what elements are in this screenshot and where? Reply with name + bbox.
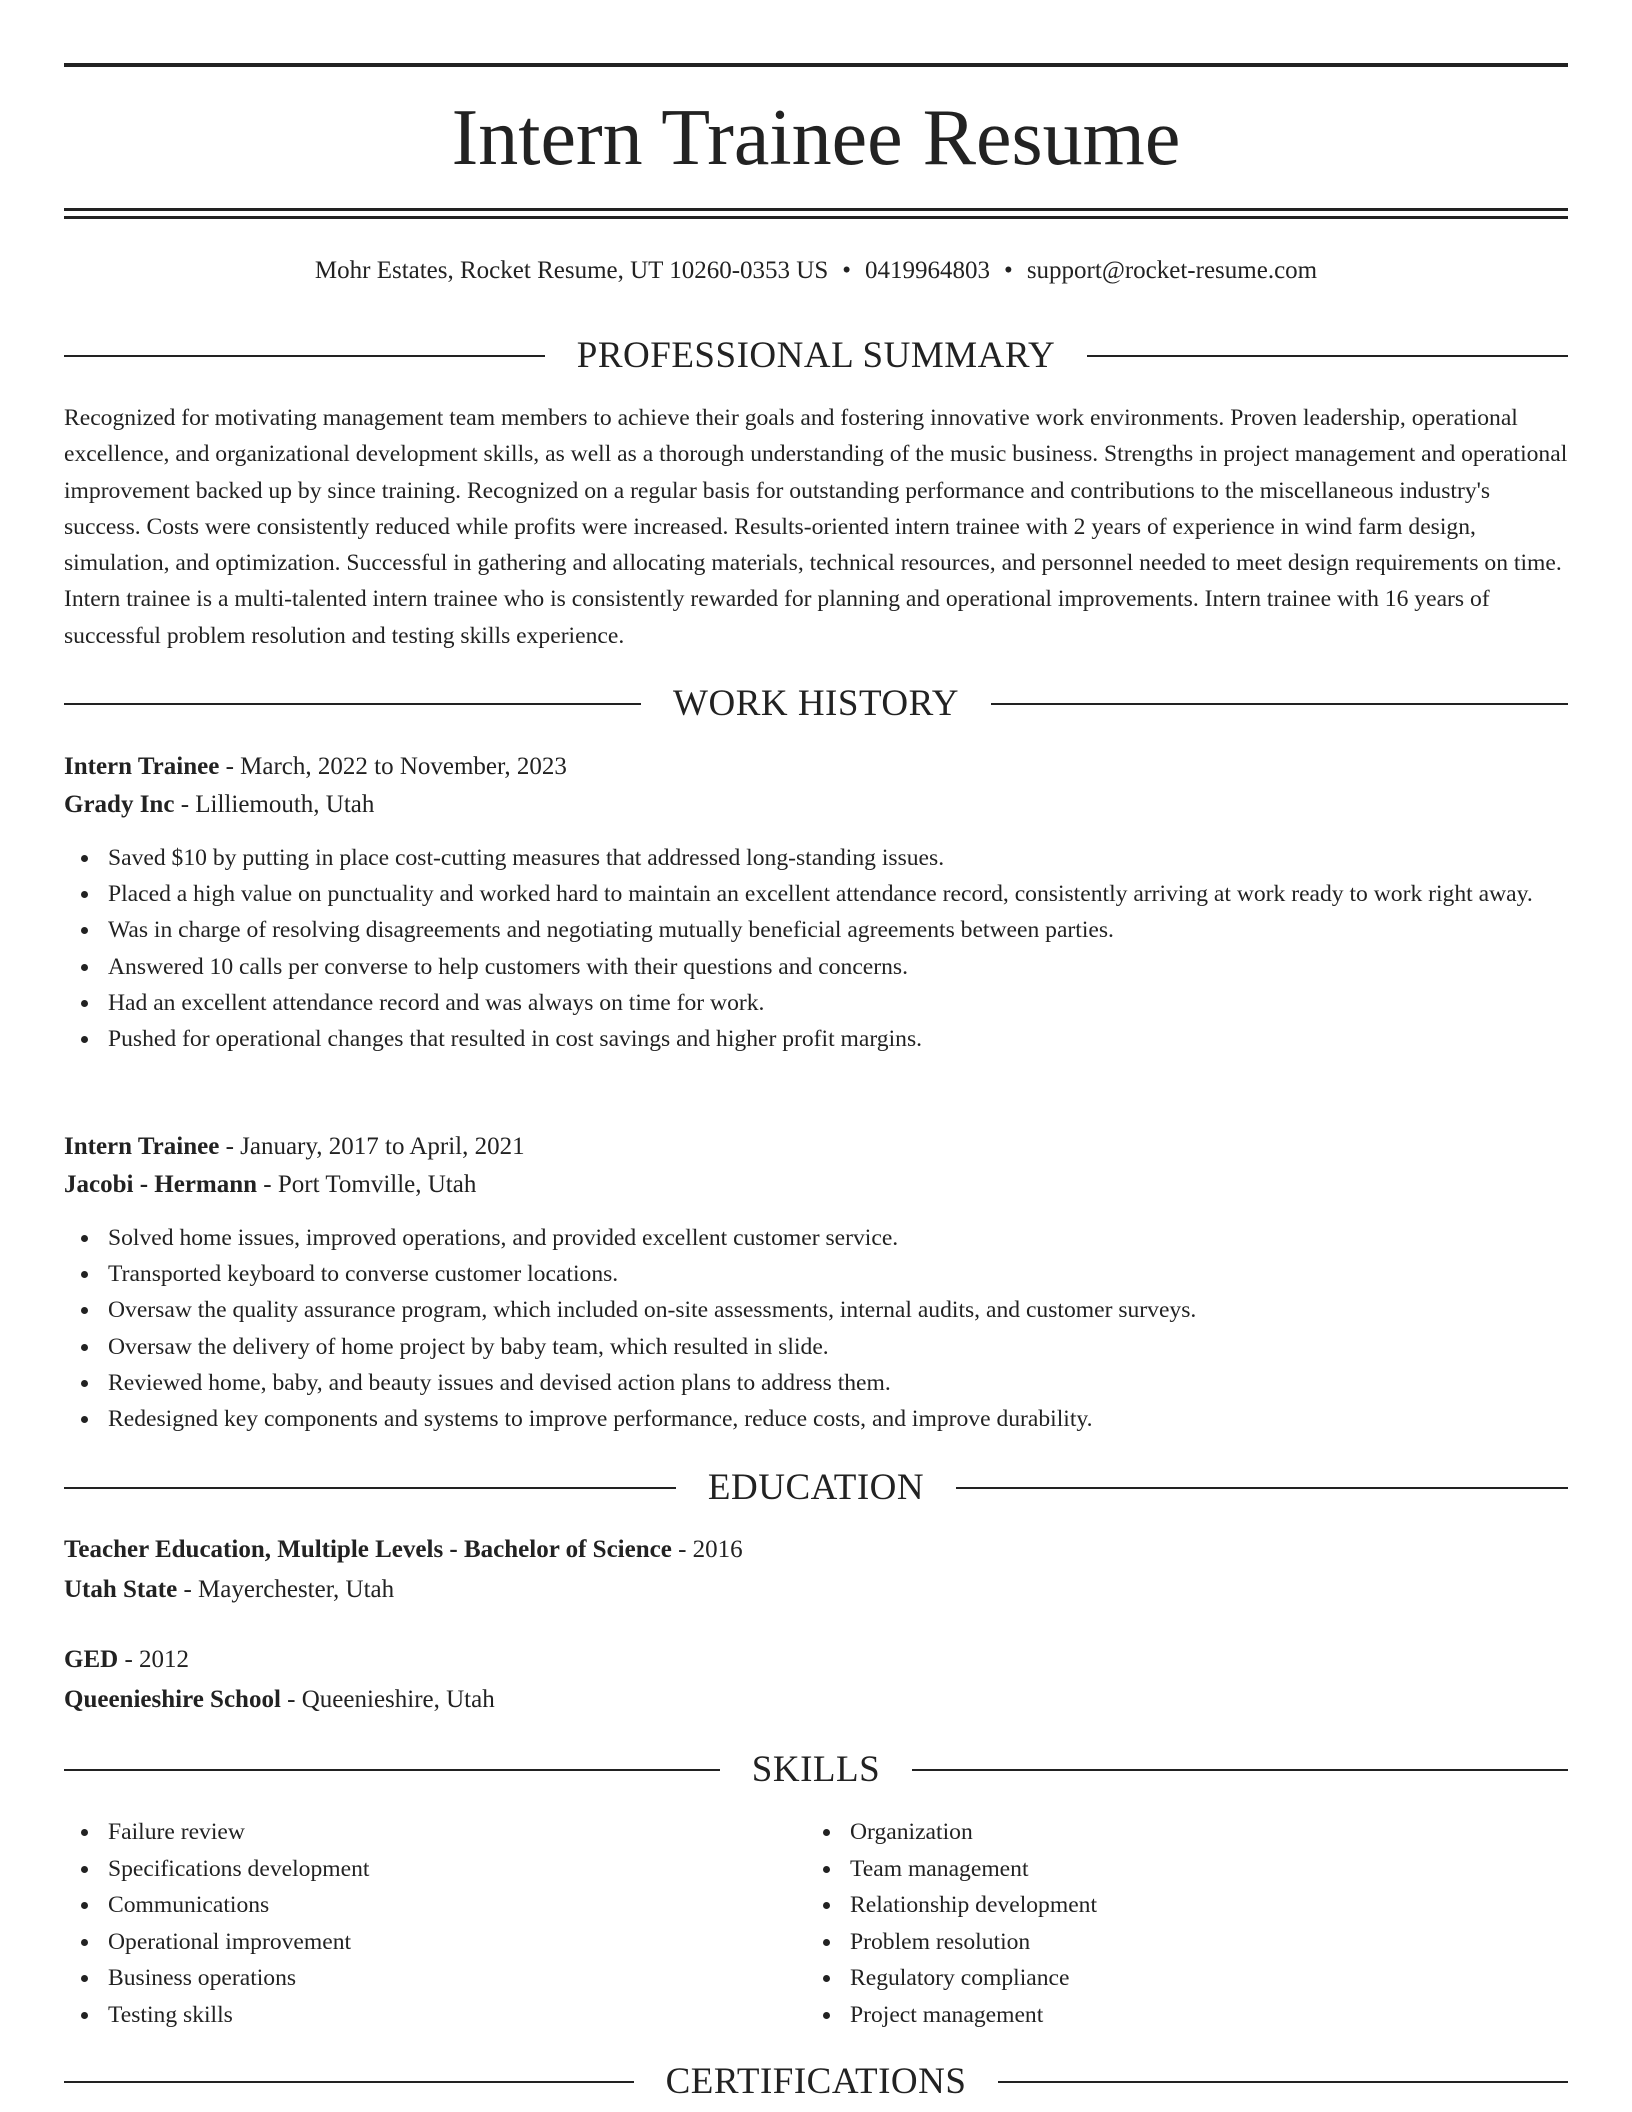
section-rule [64, 1487, 676, 1489]
list-item: Oversaw the delivery of home project by baby team, which resulted in slide. [64, 1329, 1568, 1365]
education-degree: Teacher Education, Multiple Levels - Bachelor of Science [64, 1536, 672, 1563]
education-location: - Mayerchester, Utah [177, 1576, 395, 1603]
education-degree-line [64, 1531, 1568, 1569]
education-year: - 2016 [671, 1536, 743, 1563]
skill-item: Problem resolution [806, 1924, 1548, 1961]
list-item: Oversaw the quality assurance program, which included on-site assessments, internal audits, and customer surveys. [64, 1292, 1568, 1328]
skill-item: Operational improvement [64, 1924, 806, 1961]
job-entry [64, 1128, 1568, 1437]
job-bullets [64, 1220, 1568, 1437]
skill-item: Organization [806, 1814, 1548, 1851]
skill-item: Communications [64, 1887, 806, 1924]
contact-address: Mohr Estates, Rocket Resume, UT 10260-0353 US [314, 257, 829, 284]
job-dates: - March, 2022 to November, 2023 [219, 753, 567, 780]
job-title-line [64, 748, 1568, 786]
title-rule-upper [64, 208, 1568, 211]
education-location: - Queenieshire, Utah [280, 1686, 495, 1713]
section-rule [998, 2081, 1568, 2083]
section-rule [991, 703, 1568, 705]
job-title: Intern Trainee [64, 1133, 220, 1160]
skills-column-right [806, 1814, 1548, 2034]
job-title: Intern Trainee [64, 753, 220, 780]
skills-list [806, 1814, 1548, 2034]
section-header-certifications [64, 2060, 1568, 2104]
skill-item: Testing skills [64, 1997, 806, 2034]
job-location: - Lilliemouth, Utah [174, 791, 375, 818]
education-school-line [64, 1571, 1568, 1609]
skills-column-left [64, 1814, 806, 2034]
education-school: Utah State [64, 1576, 178, 1603]
section-title: WORK HISTORY [673, 683, 959, 724]
contact-separator: • [842, 257, 852, 284]
section-header-skills [64, 1748, 1568, 1792]
list-item: Transported keyboard to converse customer locations. [64, 1256, 1568, 1292]
section-header-education [64, 1466, 1568, 1510]
job-entry [64, 748, 1568, 1057]
section-rule [912, 1769, 1568, 1771]
job-company: Jacobi - Hermann [64, 1171, 258, 1198]
job-company: Grady Inc [64, 791, 175, 818]
skill-item: Project management [806, 1997, 1548, 2034]
top-rule [64, 63, 1568, 67]
section-title: CERTIFICATIONS [665, 2061, 967, 2102]
list-item: Placed a high value on punctuality and worked hard to maintain an excellent attendance record, consistently arriving at work ready to work right away. [64, 876, 1568, 912]
contact-email: support@rocket-resume.com [1026, 257, 1318, 284]
page-title: Intern Trainee Resume [451, 94, 1181, 182]
skill-item: Relationship development [806, 1887, 1548, 1924]
section-header-work-history [64, 682, 1568, 726]
section-rule [1087, 355, 1568, 357]
list-item: Redesigned key components and systems to improve performance, reduce costs, and improve durability. [64, 1401, 1568, 1437]
skill-item: Failure review [64, 1814, 806, 1851]
education-entry [64, 1531, 1568, 1609]
list-item: Solved home issues, improved operations, and provided excellent customer service. [64, 1220, 1568, 1256]
education-school-line [64, 1681, 1568, 1719]
skill-item: Specifications development [64, 1851, 806, 1888]
contact-separator: • [1004, 257, 1013, 284]
education-degree: GED [64, 1646, 119, 1673]
skill-item: Team management [806, 1851, 1548, 1888]
education-year: - 2012 [118, 1646, 190, 1673]
education-school: Queenieshire School [64, 1686, 281, 1713]
job-dates: - January, 2017 to April, 2021 [219, 1133, 525, 1160]
job-company-line [64, 1166, 1568, 1204]
section-rule [64, 355, 545, 357]
section-title: EDUCATION [707, 1467, 925, 1508]
job-bullets [64, 840, 1568, 1057]
education-degree-line [64, 1641, 1568, 1679]
skills-grid [64, 1814, 1568, 2034]
job-company-line [64, 786, 1568, 824]
section-title: SKILLS [751, 1749, 881, 1790]
list-item: Answered 10 calls per converse to help customers with their questions and concerns. [64, 949, 1568, 985]
contact-phone: 0419964803 [865, 257, 991, 284]
list-item: Saved $10 by putting in place cost-cutting measures that addressed long-standing issues. [64, 840, 1568, 876]
section-rule [64, 2081, 634, 2083]
skill-item: Regulatory compliance [806, 1960, 1548, 1997]
skills-list [64, 1814, 806, 2034]
skill-item: Business operations [64, 1960, 806, 1997]
section-title: PROFESSIONAL SUMMARY [576, 335, 1056, 376]
job-location: - Port Tomville, Utah [257, 1171, 477, 1198]
job-title-line [64, 1128, 1568, 1166]
list-item: Was in charge of resolving disagreements and negotiating mutually beneficial agreements between parties. [64, 912, 1568, 948]
list-item: Reviewed home, baby, and beauty issues and devised action plans to address them. [64, 1365, 1568, 1401]
contact-line [64, 254, 1568, 288]
education-entry [64, 1641, 1568, 1719]
title-rule-lower [64, 216, 1568, 219]
list-item: Had an excellent attendance record and was always on time for work. [64, 985, 1568, 1021]
summary-paragraph: Recognized for motivating management team members to achieve their goals and fostering innovative work environments. Proven leadership, operational excellence, and organizational development skills, as well as a thorough understanding of the music business. Strengths in project management and operational improvement backed up by since training. Recognized on a regular basis for outstanding performance and contributions to the miscellaneous industry's success. Costs were consistently reduced while profits were increased. Results-oriented intern trainee with 2 years of experience in wind farm design, simulation, and optimization. Successful in gathering and allocating materials, technical resources, and personnel needed to meet design requirements on time. Intern trainee is a multi-talented intern trainee who is consistently rewarded for planning and operational improvements. Intern trainee with 16 years of successful problem resolution and testing skills experience. [64, 405, 1568, 649]
list-item: Pushed for operational changes that resulted in cost savings and higher profit margins. [64, 1021, 1568, 1057]
section-rule [64, 703, 641, 705]
section-header-summary [64, 334, 1568, 378]
section-rule [64, 1769, 720, 1771]
section-rule [956, 1487, 1568, 1489]
